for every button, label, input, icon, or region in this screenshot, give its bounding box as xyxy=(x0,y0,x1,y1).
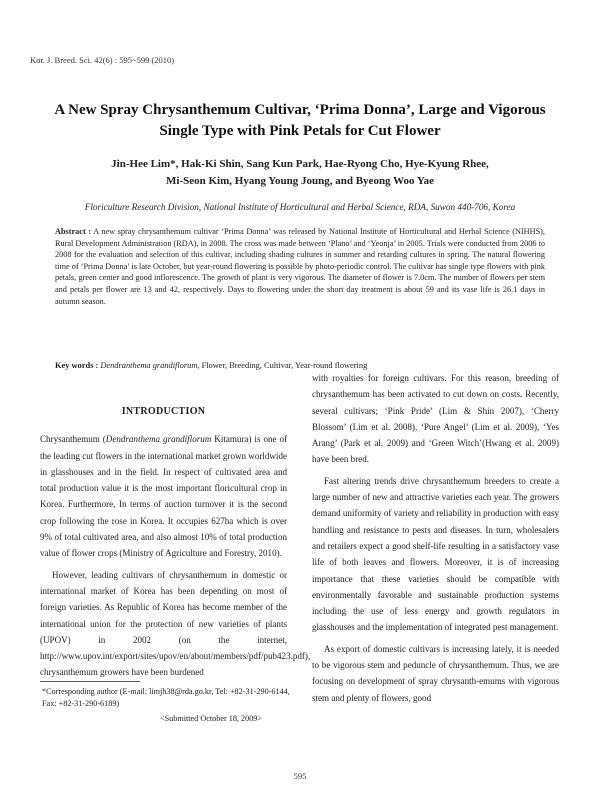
footnote-divider xyxy=(40,681,140,682)
keywords-rest: , Flower, Breeding, Cultivar, Year-round flowering xyxy=(197,361,368,370)
keywords-species: Dendranthema grandiflorum xyxy=(100,361,198,370)
article-title: A New Spray Chrysanthemum Cultivar, ‘Prima Donna’, Large and Vigorous Single Type with Pink Petals for Cut Flower xyxy=(54,102,546,139)
author-line-2: Mi-Seon Kim, Hyang Young Joung, and Byeong Woo Yae xyxy=(166,175,434,187)
keywords xyxy=(55,361,545,370)
section-heading-introduction: INTRODUCTION xyxy=(121,406,206,417)
right-column xyxy=(312,370,559,706)
corresponding-author-footnote: *Corresponding author (E-mail: limjh38@rda.go.kr, Tel: +82-31-290-6144, Fax: +82-31-290-6189) xyxy=(42,687,290,708)
intro-paragraph-4: Fast altering trends drive chrysanthemum breeders to create a large number of new and attractive varieties each year. The growers demand uniformity of variety and reliability in production with easy handling and resistance to pests and diseases. In turn, wholesalers and retailers expect a good shelf-life resulting in a satisfactory vase life of both leaves and flowers. Moreover, it is of increasing importance that these varieties should be compatible with environmentally favorable and sustainable production systems including the use of less energy and growth regulators in glasshouses and the implementation of integrated pest management. xyxy=(312,475,559,633)
intro-paragraph-2: However, leading cultivars of chrysanthemum in domestic or international market of Korea has been depending on most of foreign varieties. As Republic of Korea has become member of the international union for the protection of new varieties of plants (UPOV) in 2002 (on the internet, http://www.upov.int/export/sites/upov/en/about/members/pdf/pub423.pdf), chrysanthemum growers have been burdened xyxy=(40,569,311,678)
submission-date: <Submitted October 18, 2009> xyxy=(160,714,263,723)
journal-citation: Kor. J. Breed. Sci. 42(6) : 595~599 (2010) xyxy=(30,55,175,65)
author-list xyxy=(40,156,560,190)
intro-paragraph-3: with royalties for foreign cultivars. For this reason, breeding of chrysanthemum has been activated to cut down on costs. Recently, several cultivars; ‘Pink Pride’ (Lim & Shin 2007), ‘Cherry Blossom’ (Lim et al. 2008), ‘Pure Angel’ (Lim et al. 2009), ‘Yes Arang’ (Park et al. 2009) and ‘Green Witch’(Hwang et al. 2009) have been bred. xyxy=(312,373,559,465)
keywords-label: Key words : xyxy=(55,361,99,370)
intro-paragraph-1: Chrysanthemum (Dendranthema grandiflorum Kitamura) is one of the leading cut flowers in the international market grown worldwide in glasshouses and in the field. In respect of cultivated area and total production value it is the most important floricultural crop in Korea. Furthermore, In terms of auction turnover it is the second crop following the rose in Korea. It occupies 627ha which is over 9% of total cultivated area, and also almost 10% of total production value of flower crops (Ministry of Agriculture and Forestry, 2010). xyxy=(40,434,288,559)
page-number: 595 xyxy=(293,771,307,781)
abstract-label: Abstract : xyxy=(55,227,92,236)
affiliation: Floriculture Research Division, National Institute of Horticultural and Herbal Science, RDA, Suwon 440-706, Korea xyxy=(84,202,516,212)
abstract-text: A new spray chrysanthemum cultivar ‘Prima Donna’ was released by National Institute of Horticultural and Herbal Science (NIHHS), Rural Development Administration (RDA), in 2008. The cross was made between ‘Plano’ and ‘Yeonja’ in 2005. Trials were conducted from 2006 to 2008 for the evaluation and selection of this cultivar, including shading cultures in summer and retarding cultures in spring. The natural flowering time of ‘Prima Donna’ is late October, but year-round flowering is possible by photo-periodic control. The cultivar has single type flowers with pink petals, green center and good inflorescence. The growth of plant is very vigorous. The diameter of flower is 7.0cm. The number of flowers per stem and petals per flower are 13 and 42, respectively. Days to flowering under the short day treatment is about 59 and its vase life is 26.1 days in autumn season. xyxy=(55,227,545,306)
left-column xyxy=(40,404,311,681)
intro-paragraph-5: As export of domestic cultivars is increasing lately, it is needed to be vigorous stem and peduncle of chrysanthemum. Thus, we are focusing on development of spray chrysanth-emums with vigorous stem and plenty of flowers, good xyxy=(312,643,559,703)
author-line-1: Jin-Hee Lim*, Hak-Ki Shin, Sang Kun Park, Hae-Ryong Cho, Hye-Kyung Rhee, xyxy=(111,158,489,170)
abstract xyxy=(55,226,545,307)
